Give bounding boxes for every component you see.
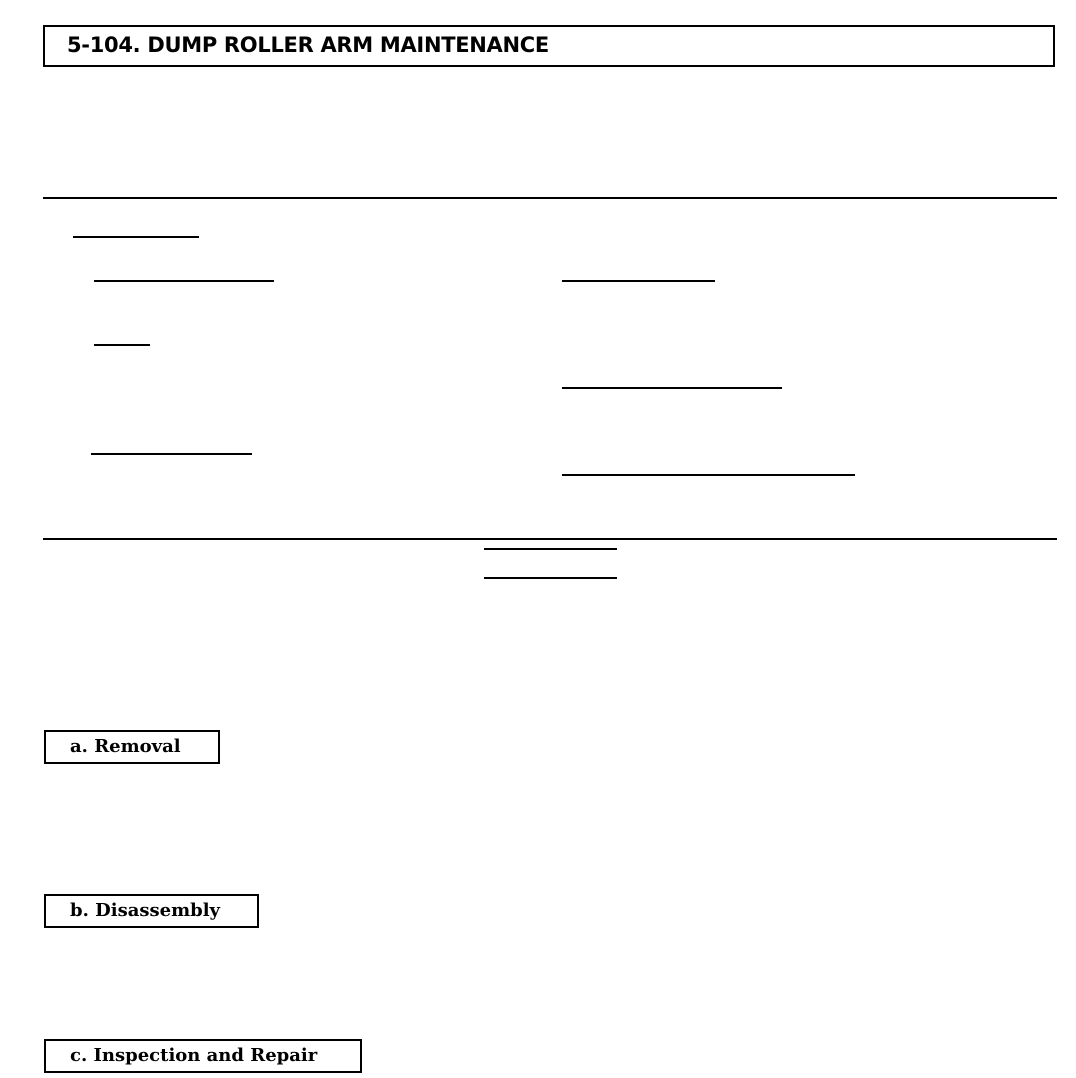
- center-heading-underline-1: [484, 548, 617, 550]
- setup-subheading-underline-6: [562, 474, 855, 476]
- setup-subheading-underline-4: [562, 280, 715, 282]
- section-inspection-repair-box: [44, 1039, 362, 1073]
- section-inspection-repair-label: c. Inspection and Repair: [70, 1045, 318, 1066]
- divider-bottom: [43, 538, 1057, 540]
- section-removal-box: [44, 730, 220, 764]
- setup-subheading-underline-5: [562, 387, 782, 389]
- page-title-box: [43, 25, 1055, 67]
- center-heading-underline-2: [484, 577, 617, 579]
- setup-subheading-underline-1: [94, 280, 274, 282]
- section-removal-label: a. Removal: [70, 736, 181, 757]
- divider-top: [43, 197, 1057, 199]
- section-disassembly-box: [44, 894, 259, 928]
- setup-subheading-underline-3: [91, 453, 252, 455]
- section-disassembly-label: b. Disassembly: [70, 900, 221, 921]
- setup-subheading-underline-2: [94, 344, 150, 346]
- setup-heading-underline: [73, 236, 199, 238]
- page-title: 5-104. DUMP ROLLER ARM MAINTENANCE: [67, 33, 549, 57]
